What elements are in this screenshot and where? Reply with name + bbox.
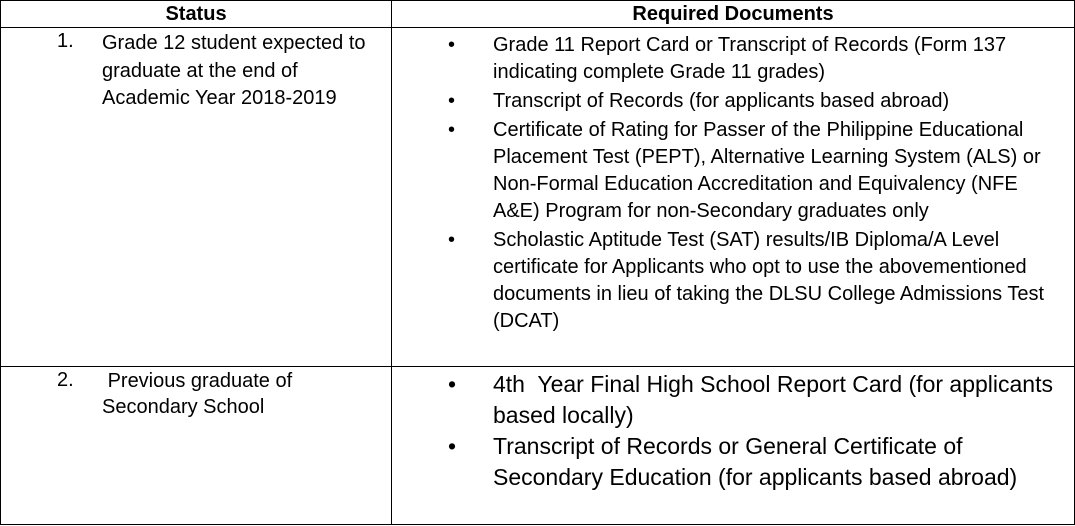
list-item [392,88,1074,115]
header-row [1,1,1075,28]
list-item [392,369,1074,431]
documents-cell [392,28,1075,367]
documents-cell [392,367,1075,525]
row-number: 2. [57,369,74,391]
bullet-icon: • [448,433,457,459]
bullet-icon: • [448,371,457,397]
status-cell [1,28,392,367]
documents-header: Required Documents [392,1,1075,28]
bullet-icon: • [448,229,456,251]
document-text: Transcript of Records or General Certificate of Secondary Education (for applicants based abroad) [493,433,1018,490]
status-text: Previous graduate of Secondary School [102,370,298,418]
table-row [1,28,1075,367]
document-text: Transcript of Records (for applicants based abroad) [493,90,950,112]
status-text: Grade 12 student expected to graduate at the end of Academic Year 2018-2019 [102,32,366,109]
status-cell [1,367,392,525]
status-header: Status [1,1,392,28]
document-text: Certificate of Rating for Passer of the Philippine Educational Placement Test (PEPT), Alternative Learning System (ALS) or Non-Formal Education Accreditation and Equivalency (NFE A&E) Program for non-Secondary graduates only [493,119,1041,222]
bullet-icon: • [448,119,456,141]
documents-list [392,367,1074,493]
bullet-icon: • [448,34,456,56]
table-row [1,367,1075,525]
document-text: 4th Year Final High School Report Card (for applicants based locally) [493,371,1060,428]
list-item [392,431,1074,493]
list-item [392,227,1074,335]
bullet-icon: • [448,90,456,112]
row-number: 1. [57,30,74,52]
list-item [392,117,1074,225]
document-text: Grade 11 Report Card or Transcript of Records (Form 137 indicating complete Grade 11 grades) [493,34,1007,83]
documents-list [392,28,1074,335]
list-item [392,32,1074,86]
document-text: Scholastic Aptitude Test (SAT) results/IB Diploma/A Level certificate for Applicants who opt to use the abovementioned documents in lieu of taking the DLSU College Admissions Test (DCAT) [493,229,1045,332]
